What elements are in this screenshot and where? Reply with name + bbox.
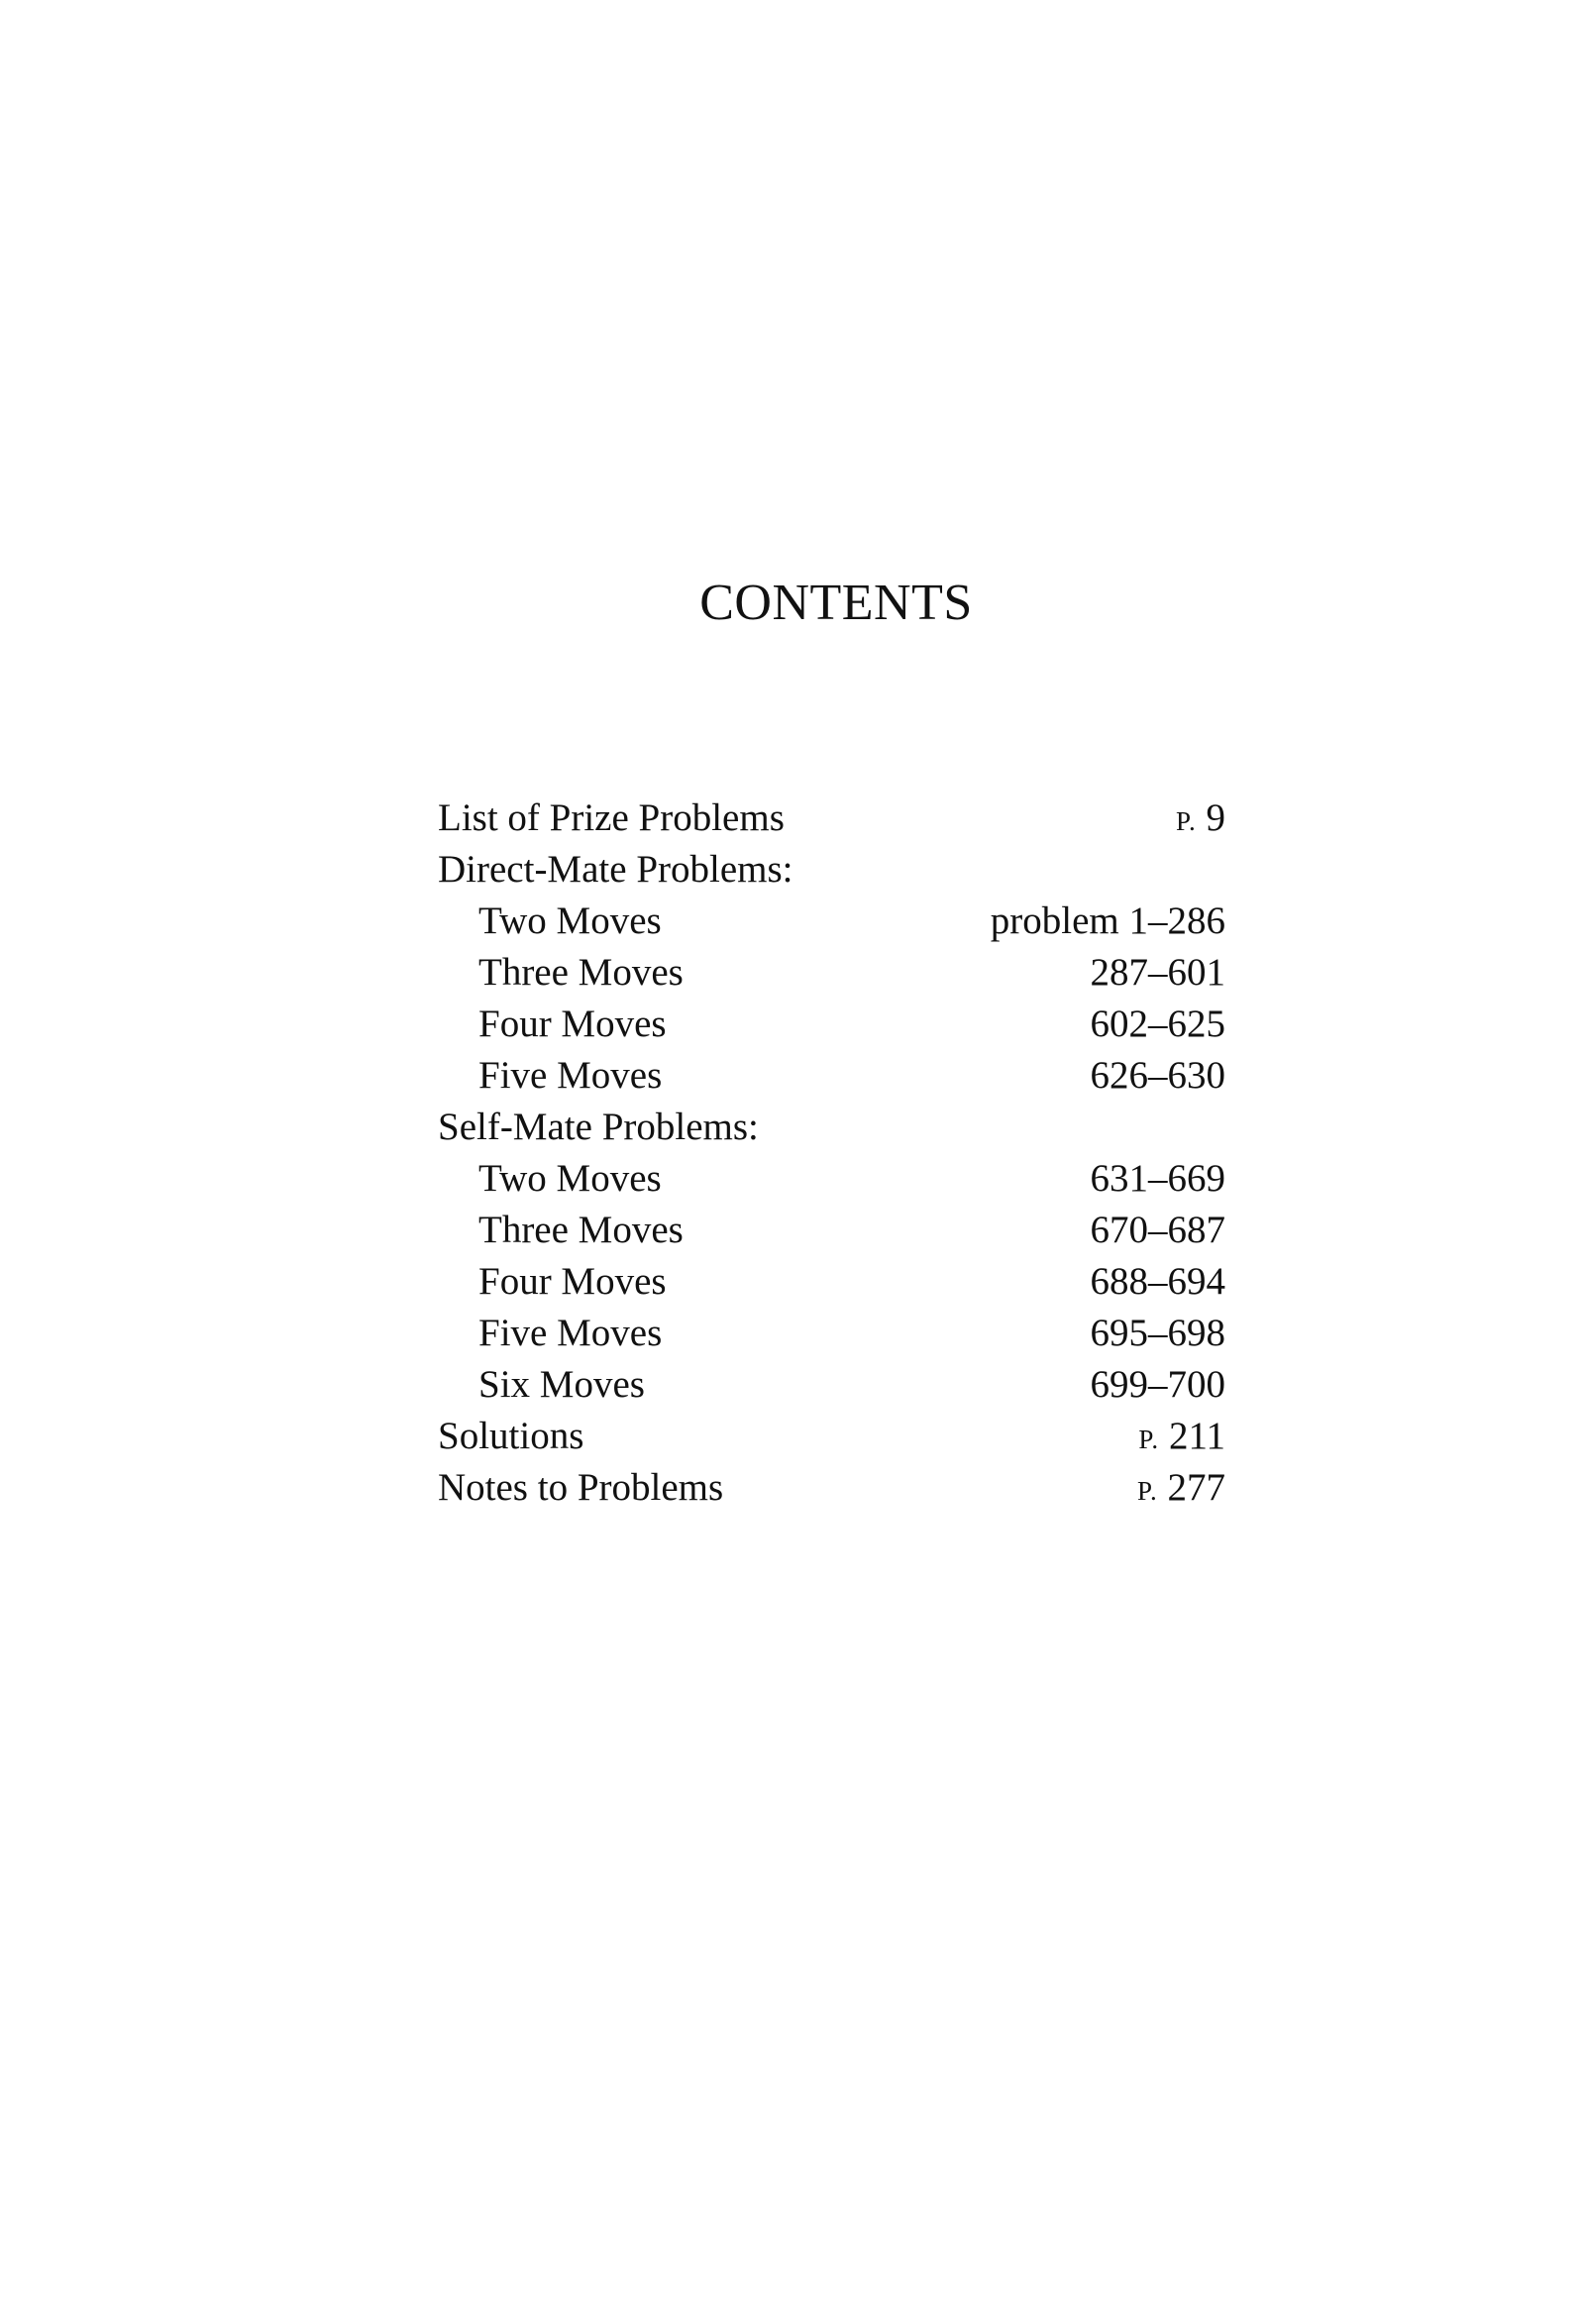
toc-entry-label: List of Prize Problems <box>438 796 785 839</box>
toc-entry <box>438 1308 1225 1359</box>
table-of-contents <box>438 792 1225 1514</box>
toc-entry <box>438 896 1225 947</box>
toc-entry <box>438 1256 1225 1308</box>
page-number: 626–630 <box>1090 1054 1225 1097</box>
toc-entry-page <box>1091 999 1226 1053</box>
page-number: problem 1–286 <box>990 899 1225 942</box>
toc-entry-label: Four Moves <box>478 1260 667 1303</box>
toc-entry <box>438 1153 1225 1205</box>
page-number: 670–687 <box>1090 1209 1225 1251</box>
toc-entry <box>438 1462 1225 1514</box>
toc-entry-label: Two Moves <box>478 1157 662 1200</box>
page-number: 211 <box>1168 1415 1225 1457</box>
toc-entry-page <box>1176 792 1225 847</box>
toc-entry <box>438 947 1225 999</box>
toc-entry-page <box>1138 1411 1225 1465</box>
toc-entry-label: Three Moves <box>478 951 684 994</box>
page-number: 695–698 <box>1090 1312 1225 1354</box>
toc-entry <box>438 844 1225 896</box>
toc-entry-page <box>1091 1359 1226 1414</box>
toc-entry-label: Notes to Problems <box>438 1466 724 1509</box>
page-number: 602–625 <box>1090 1003 1225 1045</box>
toc-entry-label: Two Moves <box>478 899 662 942</box>
toc-entry-page <box>1091 947 1226 1002</box>
page-number: 688–694 <box>1090 1260 1225 1303</box>
toc-entry-page <box>1091 1153 1226 1208</box>
page-prefix: P. <box>1138 1425 1160 1454</box>
toc-entry-label: Self-Mate Problems: <box>438 1106 759 1148</box>
page-number: 699–700 <box>1090 1363 1225 1406</box>
toc-entry-page <box>1091 1308 1226 1362</box>
toc-entry-label: Solutions <box>438 1415 584 1457</box>
toc-entry-label: Three Moves <box>478 1209 684 1251</box>
toc-entry-label: Five Moves <box>478 1054 663 1097</box>
toc-entry-label: Direct-Mate Problems: <box>438 848 793 891</box>
page-number: 631–669 <box>1090 1157 1225 1200</box>
page-number: 277 <box>1167 1466 1225 1509</box>
page-prefix: P. <box>1175 806 1197 836</box>
page-prefix: P. <box>1136 1476 1158 1506</box>
toc-entry <box>438 792 1225 844</box>
toc-entry <box>438 1050 1225 1102</box>
toc-entry <box>438 1359 1225 1411</box>
toc-entry <box>438 1102 1225 1153</box>
page-title: CONTENTS <box>699 575 973 631</box>
toc-entry <box>438 1411 1225 1462</box>
toc-entry <box>438 999 1225 1050</box>
toc-entry-label: Four Moves <box>478 1003 667 1045</box>
page-number: 9 <box>1206 796 1225 839</box>
toc-entry-label: Six Moves <box>478 1363 645 1406</box>
toc-entry-page <box>1091 1205 1226 1259</box>
toc-entry-page <box>1091 1050 1226 1105</box>
toc-entry-page <box>991 896 1225 950</box>
toc-entry-page <box>1091 1256 1226 1311</box>
toc-entry-label: Five Moves <box>478 1312 663 1354</box>
toc-entry-page <box>1137 1462 1225 1517</box>
page-number: 287–601 <box>1090 951 1225 994</box>
toc-entry <box>438 1205 1225 1256</box>
